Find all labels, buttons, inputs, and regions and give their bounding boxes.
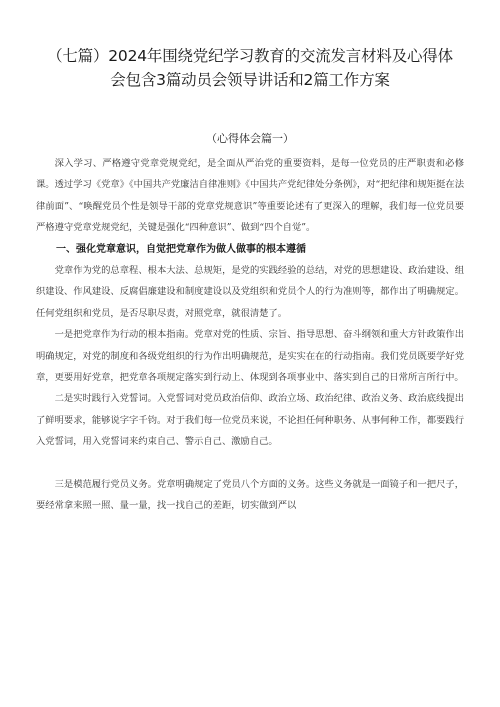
document-body: [36, 153, 464, 517]
document-title: （七篇）2024年围绕党纪学习教育的交流发言材料及心得体会包含3篇动员会领导讲话和2篇工作方案: [47, 47, 453, 89]
section-subtitle: （心得体会篇一）: [206, 132, 294, 145]
section-heading: 一、强化党章意识，自觉把党章作为做人做事的根本遵循: [56, 243, 306, 255]
body-paragraph: 深入学习、严格遵守党章党规党纪，是全面从严治党的重要资料，是每一位党员的庄严职责和必修课。透过学习《党章》《中国共产党廉洁自律准则》《中国共产党纪律处分条例》，对“把纪律和规矩挺在法律前面”、“唤醒党员个性是领导干部的党章党规意识”等重要论述有了更深入的理解，我们每一位党员要严格遵守党章党规党纪，关键是强化“四种意识”、做到“四个自觉”。: [36, 158, 464, 234]
body-paragraph: 二是实时践行入党誓词。入党誓词对党员政治信仰、政治立场、政治纪律、政治义务、政治底线提出了鲜明要求，能够说字字千钧。对于我们每一位党员来说，不论担任何种职务、从事何种工作，都要践行入党誓词，用入党誓词来约束自己、警示自己、激励自己。: [36, 393, 464, 448]
body-paragraph: 党章作为党的总章程、根本大法、总规矩，是党的实践经验的总结，对党的思想建设、政治建设、组织建设、作风建设、反腐倡廉建设和制度建设以及党组织和党员个人的行为准则等，都作出了明确规定。任何党组织和党员，是否尽职尽责，对照党章，就很清楚了。: [36, 265, 464, 319]
body-paragraph: 三是模范履行党员义务。党章明确规定了党员八个方面的义务。这些义务就是一面镜子和一把尺子，要经常拿来照一照、量一量，找一找自己的差距，切实做到严以: [36, 478, 464, 512]
body-paragraph: 一是把党章作为行动的根本指南。党章对党的性质、宗旨、指导思想、奋斗纲领和重大方针政策作出明确规定，对党的制度和各级党组织的行为作出明确规范，是实实在在的行动指南。我们党员既要学好党章，更要用好党章，把党章各项规定落实到行动上、体现到各项事业中、落实到自己的日常所言所行中。: [36, 329, 464, 384]
